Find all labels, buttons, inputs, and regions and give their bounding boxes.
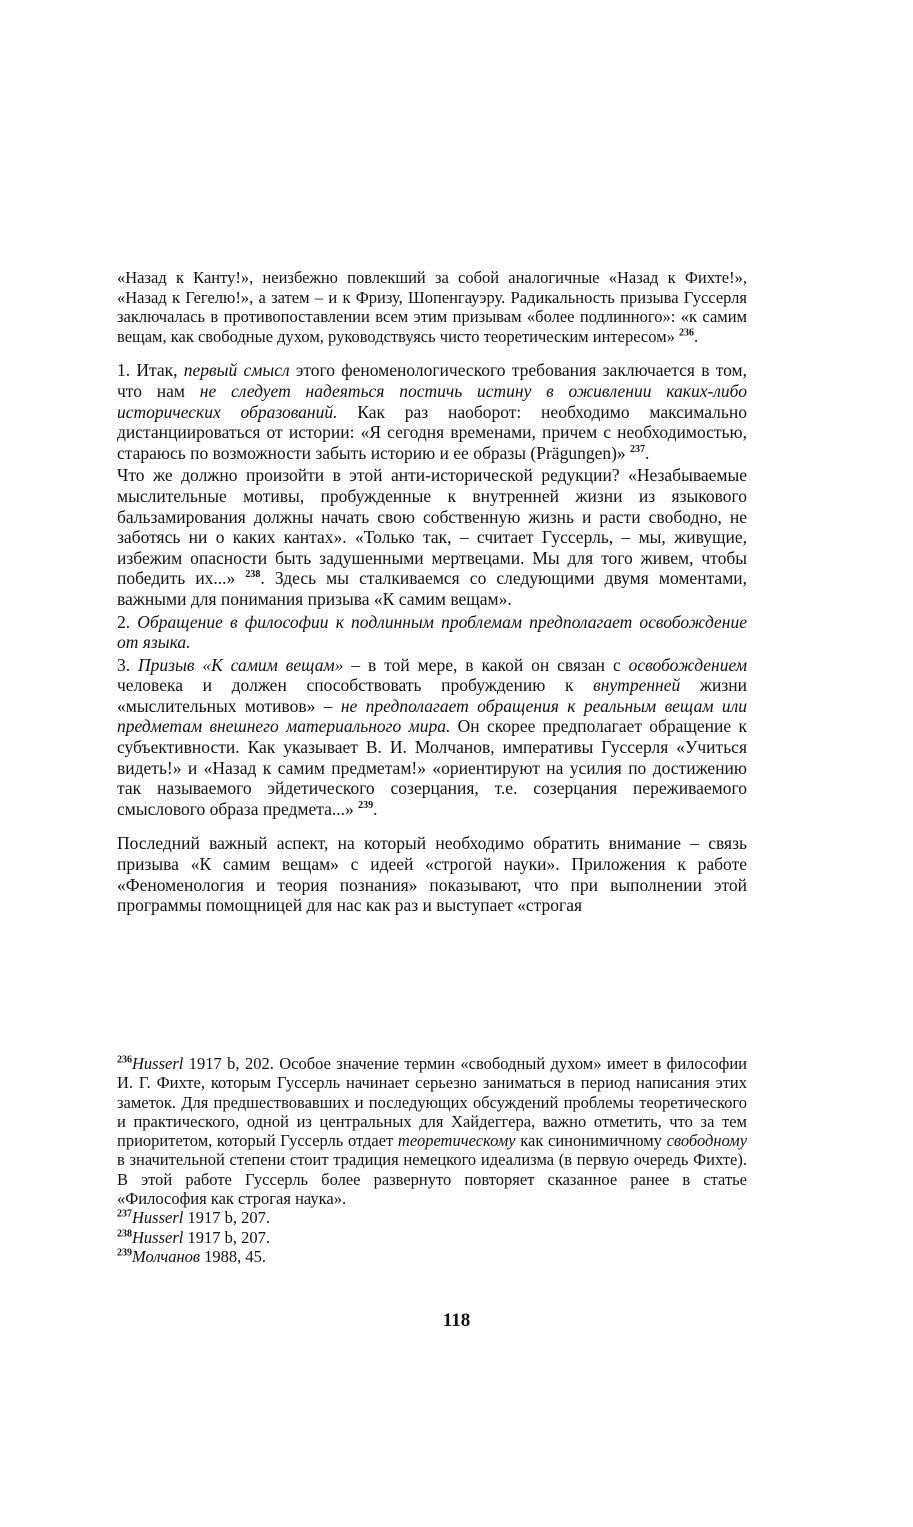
paragraph-text: «Назад к Канту!», неизбежно повлекший за собой аналогичные «Назад к Фихте!», «Назад к Гегелю!», а затем – и к Фризу, Шопенгауэру. Радикальность призыва Гуссерля заключалась в противопоставлении всем этим призывам «более подлинного»: «к самим вещам, как свободные духом, руководствуясь чисто теоретическим интересом»: [117, 268, 747, 346]
paragraph-3: [117, 465, 747, 609]
paragraph-text: Он скорее предполагает обращение к субъективности. Как указывает В. И. Молчанов, императивы Гуссерля «Учиться видеть!» и «Назад к самим предметам!» «ориентируют на усилия по достижению так называемого эйдетического созерцания, т.е. созерцания переживаемого смыслового образа предмета...»: [117, 716, 747, 819]
footnote-author: Молчанов: [132, 1246, 201, 1266]
paragraph-2: [117, 360, 747, 463]
italic-text: свободному: [666, 1131, 748, 1151]
paragraph-text: 2.: [117, 611, 138, 632]
footnote-ref-239: 239: [358, 800, 374, 812]
footnote-ref-238: 238: [245, 569, 261, 581]
main-text: [117, 268, 747, 916]
paragraph-text: Что же должно произойти в этой анти-исторической редукции? «Незабываемые мыслительные мотивы, пробужденные к внутренней жизни из языкового бальзамирования должны начать свою собственную жизнь и расти свободно, не заботясь ни о каких кантах». «Только так, – считает Гуссерль, – мы, живущие, избежим опасности быть задушенными мертвецами. Мы для того живем, чтобы победить их...»: [117, 465, 747, 589]
footnote-ref-236: 236: [679, 327, 695, 339]
paragraph-5: [117, 655, 747, 820]
paragraph-1: [117, 268, 747, 346]
italic-text: не следует надеяться постичь истину в оживлении каких-либо исторических образований.: [117, 380, 747, 422]
paragraph-text: жизни «мыслительных мотивов» –: [117, 675, 747, 716]
punct: .: [645, 442, 650, 463]
footnote-236: [117, 1054, 747, 1208]
footnote-number: 236: [117, 1054, 132, 1066]
footnote-number: 237: [117, 1208, 132, 1220]
page-number: 118: [442, 1310, 471, 1331]
footnote-author: Husserl: [132, 1054, 184, 1073]
footnotes: [117, 1054, 747, 1266]
italic-text: теоретическому: [397, 1131, 516, 1151]
italic-text: первый смысл: [183, 360, 290, 381]
paragraph-4: [117, 612, 747, 653]
footnote-238: [117, 1228, 747, 1247]
punct: .: [694, 326, 699, 346]
paragraph-text: – в той мере, в какой он связан с: [343, 654, 629, 675]
italic-text: Призыв «К самим вещам»: [138, 654, 344, 675]
footnote-text: 1917 b, 202. Особое значение термин «свободный духом» имеет в философии И. Г. Фихте, которым Гуссерль начинает серьезно заниматься в период написания этих заметок. Для предшествовавших и последующих обсуждений проблемы теоретического и практического, одной из центральных для Хайдеггера, важно отметить, что за тем приоритетом, который Гуссерль отдает: [117, 1054, 747, 1151]
footnote-text: как синонимичному: [515, 1131, 667, 1151]
punct: .: [373, 798, 378, 819]
paragraph-text: 3.: [117, 654, 139, 675]
footnote-text: 1988, 45.: [200, 1246, 267, 1266]
footnote-text: 1917 b, 207.: [183, 1208, 270, 1228]
footnote-number: 239: [117, 1247, 132, 1259]
footnote-text: 1917 b, 207.: [183, 1227, 270, 1247]
paragraph-text: Последний важный аспект, на который необходимо обратить внимание – связь призыва «К самим вещам» с идеей «строгой науки». Приложения к работе «Феноменология и теория познания» показывают, что при выполнении этой программы помощницей для нас как раз и выступает «строгая: [117, 833, 747, 916]
italic-text: внутренней: [593, 675, 681, 696]
paragraph-text: Как раз наоборот: необходимо максимально дистанциироваться от истории: «Я сегодня временами, причем с необходимостью, стараюсь по возможности забыть историю и ее образы (Prägungen)»: [117, 401, 748, 463]
footnote-author: Husserl: [132, 1208, 184, 1228]
paragraph-text: . Здесь мы сталкиваемся со следующими двумя моментами, важными для понимания призыва «К самим вещам».: [117, 568, 748, 609]
footnote-text: в значительной степени стоит традиция немецкого идеализма (в первую очередь Фихте). В этой работе Гуссерль более развернуто повторяет сказанное ранее в статье «Философия как строгая наука».: [117, 1150, 747, 1209]
paragraph-6: [117, 833, 747, 915]
paragraph-text: человека и должен способствовать пробуждению к: [117, 675, 594, 696]
footnote-number: 238: [117, 1228, 132, 1240]
paragraph-text: 1. Итак,: [117, 360, 184, 381]
footnote-239: [117, 1247, 747, 1266]
footnote-author: Husserl: [132, 1227, 184, 1247]
italic-text: освобождением: [628, 654, 747, 675]
footnote-237: [117, 1208, 747, 1227]
italic-text: не предполагает обращения к реальным вещам или предметам внешнего материального мира.: [117, 695, 748, 737]
footnote-ref-237: 237: [630, 443, 646, 455]
italic-text: Обращение в философии к подлинным проблемам предполагает освобождение от языка.: [117, 611, 748, 653]
paragraph-text: этого феноменологического требования заключается в том, что нам: [117, 360, 747, 401]
